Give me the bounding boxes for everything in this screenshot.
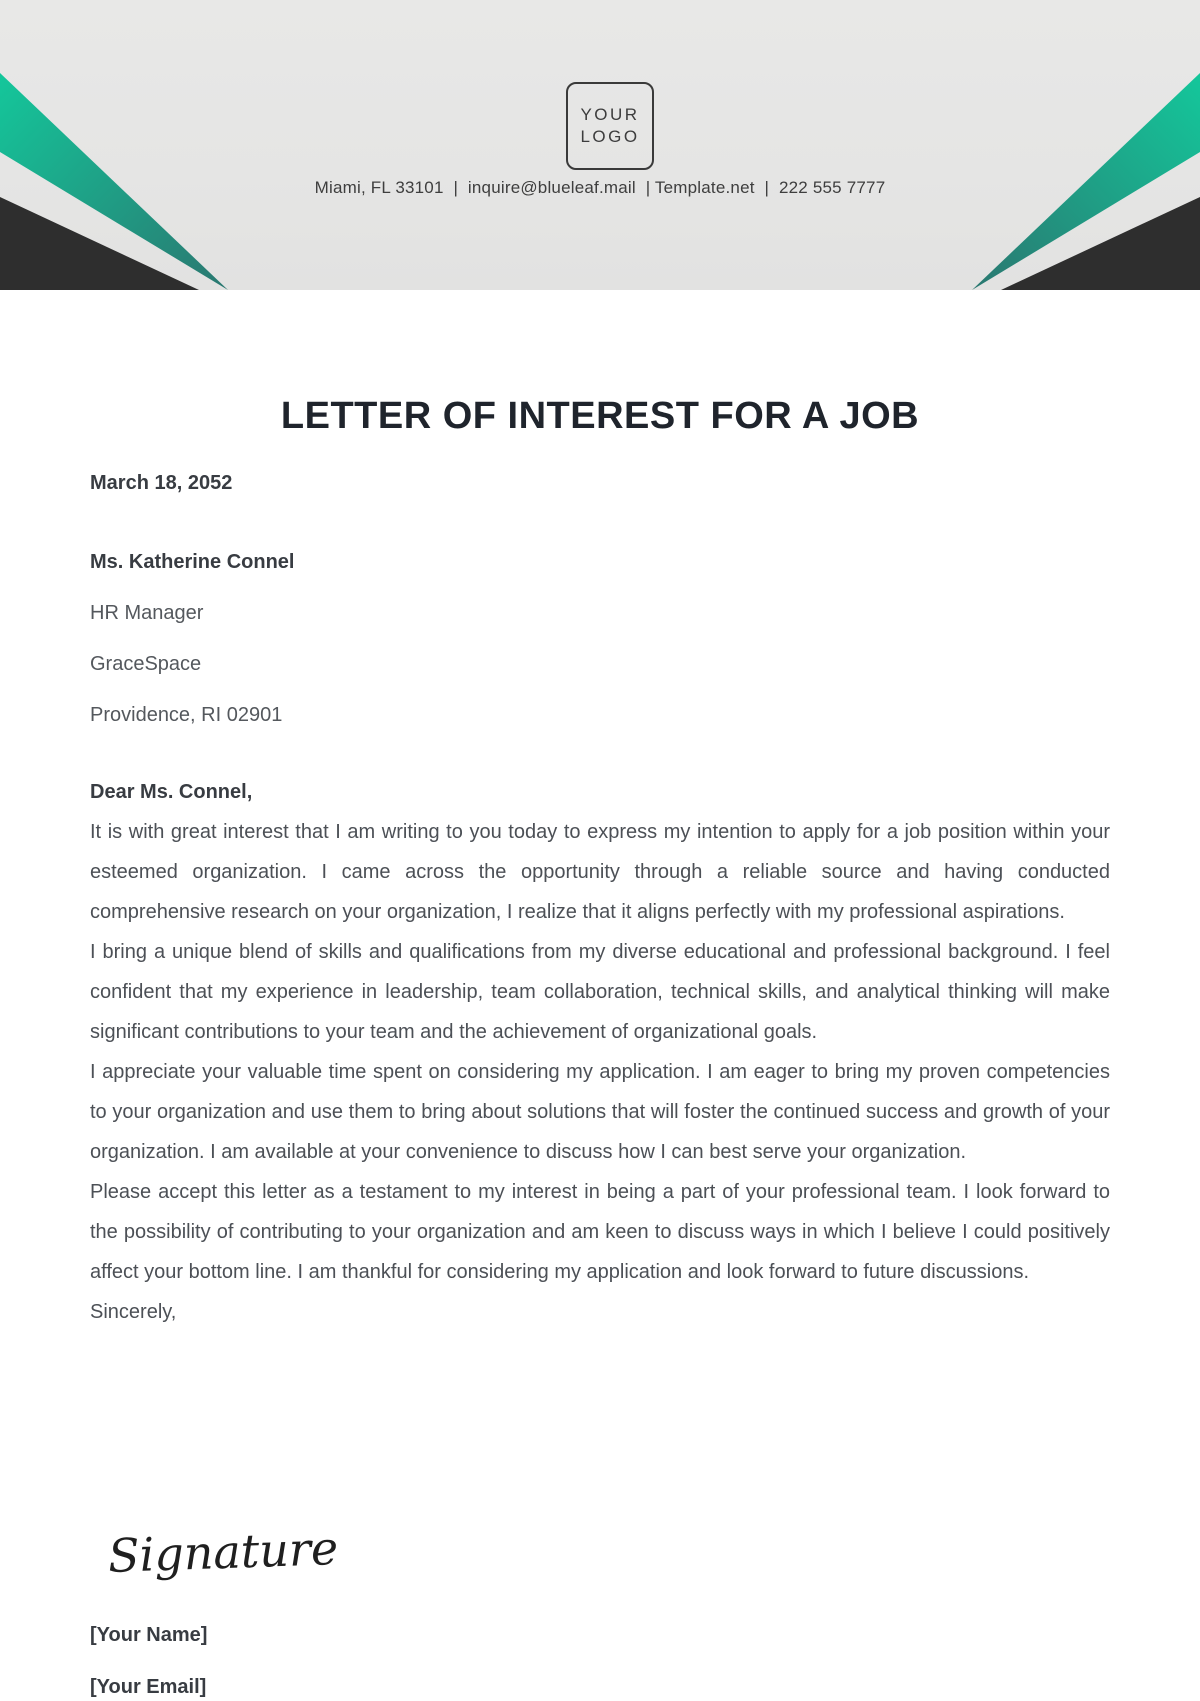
salutation: Dear Ms. Connel, [90,781,253,803]
body-paragraph: It is with great interest that I am writing to you today to express my intention to apply for a job position within your esteemed organization. I came across the opportunity through a reliable source and having conducted comprehensive research on your organization, I realize that it aligns perfectly with my professional aspirations. [90,821,1110,923]
letter-title: LETTER OF INTEREST FOR A JOB [280,395,920,437]
header-band [0,0,1200,290]
recipient-job-title: HR Manager [90,602,204,624]
logo-text: YOUR LOGO [580,104,640,146]
signature-script: Signature [107,1521,339,1583]
body-paragraph: I appreciate your valuable time spent on considering my application. I am eager to bring my proven competencies to your organization and use them to bring about solutions that will foster the continued success and growth of your organization. I am available at your convenience to discuss how I can best serve your organization. [90,1061,1110,1163]
recipient-name: Ms. Katherine Connel [90,551,295,573]
letter-date: March 18, 2052 [90,472,233,494]
body-paragraph: I bring a unique blend of skills and qualifications from my diverse educational and professional background. I feel confident that my experience in leadership, team collaboration, technical skills, and analytical thinking will make significant contributions to your team and the achievement of organizational goals. [90,941,1110,1043]
recipient-company: GraceSpace [90,653,202,675]
recipient-location: Providence, RI 02901 [90,704,283,726]
sender-name-placeholder: [Your Name] [90,1624,208,1646]
contact-info-line: Miami, FL 33101 | inquire@blueleaf.mail | Template.net | 222 555 7777 [314,178,886,197]
body-paragraph: Please accept this letter as a testament to my interest in being a part of your professional team. I look forward to the possibility of contributing to your organization and am keen to discuss ways in which I believe I could positively affect your bottom line. I am thankful for considering my application and look forward to future discussions. [90,1181,1110,1283]
sender-email-placeholder: [Your Email] [90,1676,207,1698]
letter-body [90,772,1110,1332]
logo-placeholder-box [566,82,654,170]
closing-line: Sincerely, [90,1301,177,1323]
